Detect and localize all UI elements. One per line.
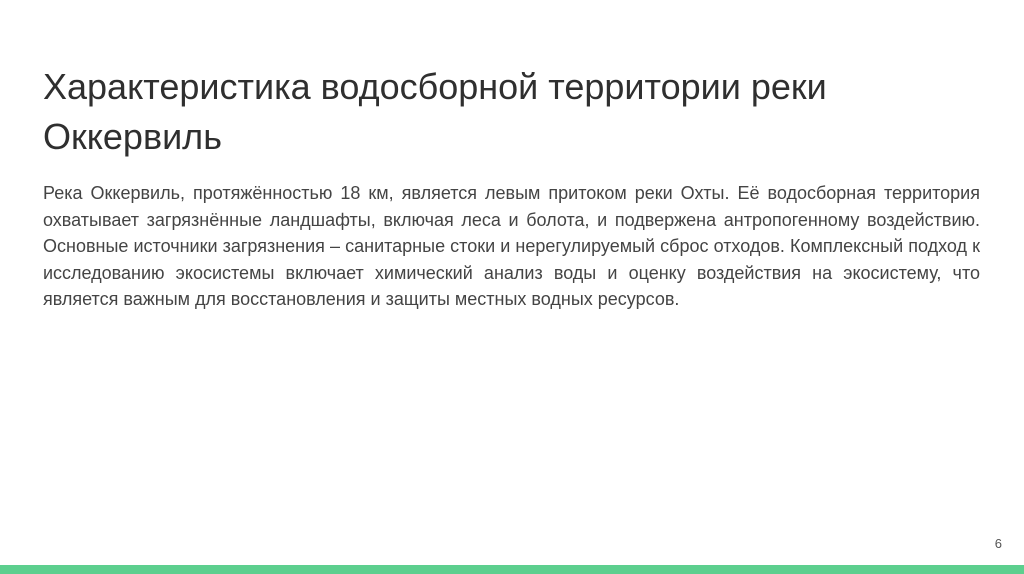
slide-body-text: Река Оккервиль, протяжённостью 18 км, является левым притоком реки Охты. Её водосборная территория охватывает загрязнённые ландшафты, включая леса и болота, и подвержена антропогенному воздействию. Основные источники загрязнения – санитарные стоки и нерегулируемый сброс отходов. Комплексный подход к исследованию экосистемы включает химический анализ воды и оценку воздействия на экосистему, что является важным для восстановления и защиты местных водных ресурсов. — [43, 183, 980, 309]
slide-title: Характеристика водосборной территории реки Оккервиль — [43, 66, 827, 157]
page-number: 6 — [994, 536, 1002, 551]
accent-bar — [0, 565, 1024, 574]
